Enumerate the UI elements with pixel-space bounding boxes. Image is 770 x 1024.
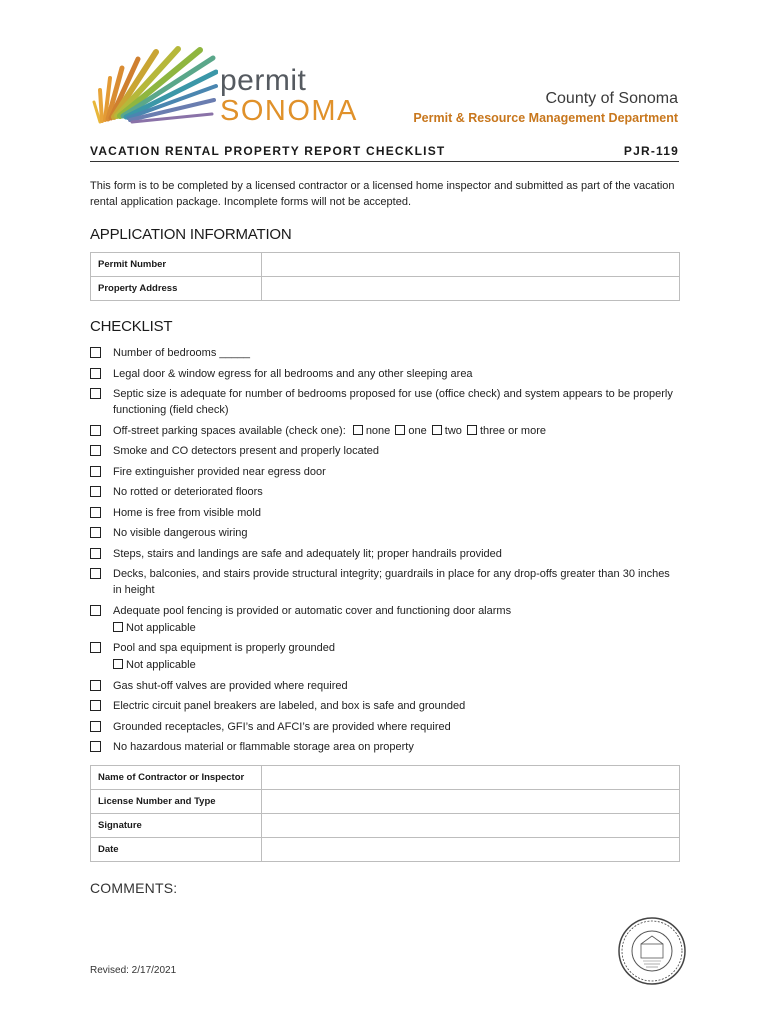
checkbox[interactable]	[90, 486, 101, 497]
comments-label: COMMENTS:	[90, 880, 178, 896]
list-item: Decks, balconies, and stairs provide structural integrity; guardrails in place for any drop-offs greater than 30 inches in height	[90, 566, 680, 598]
checkbox[interactable]	[90, 507, 101, 518]
application-table	[90, 252, 680, 301]
property-address-field[interactable]	[262, 277, 680, 301]
contractor-name-field[interactable]	[262, 766, 680, 790]
list-item: Pool and spa equipment is properly grounded Not applicable	[90, 640, 680, 673]
list-item: Smoke and CO detectors present and properly located	[90, 443, 680, 459]
county-seal-icon	[617, 916, 687, 986]
signature-field[interactable]	[262, 814, 680, 838]
logo-sonoma-text: SONOMA	[220, 95, 358, 127]
list-item: Fire extinguisher provided near egress door	[90, 464, 680, 480]
contractor-name-label: Name of Contractor or Inspector	[91, 766, 262, 790]
checkbox[interactable]	[90, 642, 101, 653]
checkbox[interactable]	[90, 721, 101, 732]
logo-permit-text: permit	[220, 64, 307, 97]
parking-one-checkbox[interactable]	[395, 425, 405, 435]
property-address-label: Property Address	[91, 277, 262, 301]
revised-date: Revised: 2/17/2021	[90, 965, 177, 976]
list-item: Off-street parking spaces available (check one): none one two three or more	[90, 423, 680, 439]
list-item: Septic size is adequate for number of bedrooms proposed for use (office check) and system appears to be properly functioning (field check)	[90, 386, 680, 418]
not-applicable-checkbox[interactable]	[113, 622, 123, 632]
list-item: Home is free from visible mold	[90, 505, 680, 521]
list-item: No hazardous material or flammable storage area on property	[90, 739, 680, 755]
pool-equipment-not-applicable: Not applicable	[113, 657, 680, 673]
parking-none-checkbox[interactable]	[353, 425, 363, 435]
intro-paragraph: This form is to be completed by a licensed contractor or a licensed home inspector and submitted as part of the vacation rental application package. Incomplete forms will not be accepted.	[90, 180, 675, 208]
county-name: County of Sonoma	[545, 90, 678, 107]
checklist-heading: CHECKLIST	[90, 318, 173, 335]
license-field[interactable]	[262, 790, 680, 814]
parking-three-checkbox[interactable]	[467, 425, 477, 435]
document-code: PJR-119	[623, 144, 679, 158]
list-item: Steps, stairs and landings are safe and adequately lit; proper handrails provided	[90, 546, 680, 562]
checkbox[interactable]	[90, 388, 101, 399]
checklist	[90, 345, 680, 760]
checkbox[interactable]	[90, 425, 101, 436]
checkbox[interactable]	[90, 680, 101, 691]
table-row	[91, 814, 680, 838]
list-item: Legal door & window egress for all bedrooms and any other sleeping area	[90, 366, 680, 382]
signature-label: Signature	[91, 814, 262, 838]
signoff-table	[90, 765, 680, 862]
checkbox[interactable]	[90, 741, 101, 752]
date-label: Date	[91, 838, 262, 862]
checkbox[interactable]	[90, 548, 101, 559]
checkbox[interactable]	[90, 347, 101, 358]
title-bar	[90, 143, 679, 162]
list-item: Number of bedrooms _____	[90, 345, 680, 361]
not-applicable-checkbox[interactable]	[113, 659, 123, 669]
table-row	[91, 838, 680, 862]
document-title: VACATION RENTAL PROPERTY REPORT CHECKLIST	[90, 144, 446, 158]
table-row	[91, 277, 680, 301]
list-item: Gas shut-off valves are provided where required	[90, 678, 680, 694]
pool-fencing-not-applicable: Not applicable	[113, 620, 680, 636]
permit-number-label: Permit Number	[91, 253, 262, 277]
date-field[interactable]	[262, 838, 680, 862]
list-item: No visible dangerous wiring	[90, 525, 680, 541]
permit-number-field[interactable]	[262, 253, 680, 277]
list-item: Grounded receptacles, GFI’s and AFCI’s are provided where required	[90, 719, 680, 735]
parking-two-checkbox[interactable]	[432, 425, 442, 435]
checkbox[interactable]	[90, 466, 101, 477]
list-item: Adequate pool fencing is provided or automatic cover and functioning door alarms Not applicable	[90, 603, 680, 636]
list-item: No rotted or deteriorated floors	[90, 484, 680, 500]
checkbox[interactable]	[90, 568, 101, 579]
license-label: License Number and Type	[91, 790, 262, 814]
list-item: Electric circuit panel breakers are labeled, and box is safe and grounded	[90, 698, 680, 714]
application-heading: APPLICATION INFORMATION	[90, 226, 292, 243]
permit-sonoma-logo-icon	[88, 44, 218, 128]
checkbox[interactable]	[90, 605, 101, 616]
department-name: Permit & Resource Management Department	[413, 111, 678, 125]
table-row	[91, 766, 680, 790]
checkbox[interactable]	[90, 445, 101, 456]
checkbox[interactable]	[90, 700, 101, 711]
table-row	[91, 790, 680, 814]
table-row	[91, 253, 680, 277]
checkbox[interactable]	[90, 368, 101, 379]
checkbox[interactable]	[90, 527, 101, 538]
